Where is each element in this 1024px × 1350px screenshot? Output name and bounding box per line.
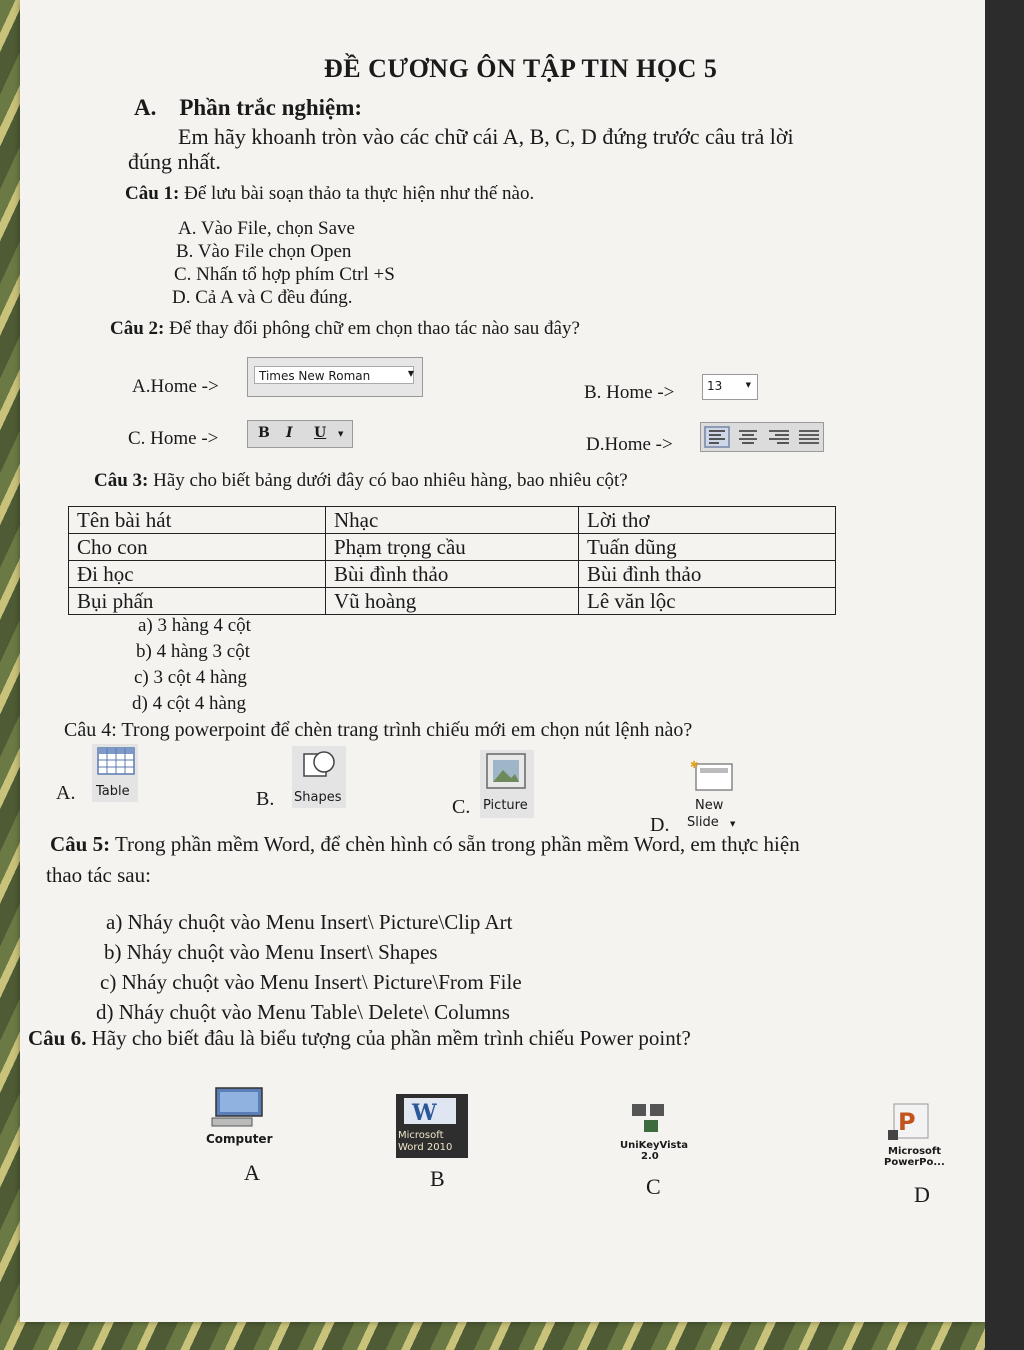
- computer-icon: [208, 1082, 272, 1130]
- table-label: Table: [96, 784, 130, 799]
- chevron-down-icon: ▼: [730, 820, 736, 828]
- powerpoint-app-icon[interactable]: [880, 1102, 950, 1172]
- chevron-down-icon: ▼: [407, 369, 414, 378]
- table-cell: Vũ hoàng: [326, 588, 579, 615]
- q4-option-d[interactable]: D.: [650, 814, 670, 836]
- powerpoint-caption-1: Microsoft: [888, 1146, 942, 1157]
- font-name-value: Times New Roman: [259, 369, 371, 383]
- underline-button[interactable]: U: [314, 425, 327, 441]
- table-row: [69, 534, 836, 561]
- svg-text:P: P: [898, 1108, 916, 1136]
- q6-option-d[interactable]: D: [914, 1182, 930, 1207]
- q2-option-b[interactable]: B. Home ->: [584, 382, 675, 403]
- word-caption-1: Microsoft: [398, 1130, 444, 1141]
- question-1: [125, 183, 534, 205]
- table-cell: Tên bài hát: [69, 507, 326, 534]
- word-icon: [404, 1096, 460, 1128]
- section-title: Phần trắc nghiệm:: [179, 95, 363, 120]
- page-title: ĐỀ CƯƠNG ÔN TẬP TIN HỌC 5: [324, 54, 718, 83]
- picture-button[interactable]: [480, 750, 534, 818]
- songs-table: [68, 506, 836, 615]
- table-button[interactable]: [92, 744, 138, 802]
- table-cell: Đi học: [69, 561, 326, 588]
- q1-option-b[interactable]: B. Vào File chọn Open: [176, 241, 352, 262]
- question-4: Câu 4: Trong powerpoint để chèn trang trình chiếu mới em chọn nút lệnh nào?: [64, 719, 693, 741]
- q5-option-c[interactable]: c) Nháy chuột vào Menu Insert\ Picture\From File: [100, 970, 522, 994]
- word-caption-2: Word 2010: [398, 1142, 453, 1153]
- q3-option-c[interactable]: c) 3 cột 4 hàng: [134, 667, 247, 688]
- question-6-label: Câu 6.: [28, 1026, 87, 1050]
- picture-icon: [485, 752, 529, 792]
- paragraph-align-group: [700, 422, 824, 452]
- unikey-caption-2: 2.0: [641, 1151, 659, 1162]
- q3-option-a[interactable]: a) 3 hàng 4 cột: [138, 615, 251, 636]
- q5-option-a[interactable]: a) Nháy chuột vào Menu Insert\ Picture\Clip Art: [106, 910, 513, 934]
- question-2: [110, 318, 580, 340]
- table-cell: Bụi phấn: [69, 588, 326, 615]
- bold-italic-underline-group: [247, 420, 353, 448]
- new-slide-label-1: New: [695, 798, 724, 813]
- table-row: [69, 561, 836, 588]
- font-name-dropdown[interactable]: [247, 357, 423, 397]
- powerpoint-icon: [888, 1102, 932, 1142]
- picture-label: Picture: [483, 798, 528, 813]
- q5-option-d[interactable]: d) Nháy chuột vào Menu Table\ Delete\ Columns: [96, 1000, 510, 1024]
- shapes-button[interactable]: [292, 746, 346, 808]
- q1-option-d[interactable]: D. Cả A và C đều đúng.: [172, 287, 353, 308]
- question-6: [28, 1026, 691, 1051]
- chevron-down-icon: ▼: [338, 429, 344, 438]
- unikey-caption-1: UniKeyVista: [620, 1140, 689, 1151]
- table-cell: Lê văn lộc: [579, 588, 836, 615]
- question-1-label: Câu 1:: [125, 183, 180, 204]
- q1-option-a[interactable]: A. Vào File, chọn Save: [178, 218, 355, 239]
- table-cell: Nhạc: [326, 507, 579, 534]
- q2-option-a[interactable]: A.Home ->: [132, 376, 219, 397]
- computer-caption: Computer: [206, 1132, 273, 1146]
- chevron-down-icon: ▼: [745, 381, 751, 389]
- shapes-label: Shapes: [294, 790, 342, 805]
- q3-option-d[interactable]: d) 4 cột 4 hàng: [132, 693, 246, 714]
- q4-option-b[interactable]: B.: [256, 788, 275, 810]
- q2-option-c[interactable]: C. Home ->: [128, 428, 219, 449]
- table-row: [69, 507, 836, 534]
- table-cell: Lời thơ: [579, 507, 836, 534]
- q6-option-a[interactable]: A: [244, 1160, 260, 1185]
- new-slide-label-2: Slide: [687, 815, 719, 830]
- table-icon: [96, 746, 142, 780]
- table-row: [69, 588, 836, 615]
- bold-button[interactable]: B: [258, 425, 270, 441]
- question-5-text-2: thao tác sau:: [46, 863, 151, 887]
- computer-app-icon[interactable]: [204, 1080, 274, 1160]
- question-5-label: Câu 5:: [50, 832, 111, 856]
- svg-text:✱: ✱: [690, 760, 699, 771]
- align-icons: [701, 423, 823, 451]
- q4-option-c[interactable]: C.: [452, 796, 471, 818]
- table-cell: Phạm trọng cầu: [326, 534, 579, 561]
- font-size-dropdown[interactable]: [702, 374, 758, 400]
- question-5: [50, 832, 800, 857]
- question-1-text: Để lưu bài soạn thảo ta thực hiện như thế nào.: [184, 183, 535, 204]
- question-2-text: Để thay đổi phông chữ em chọn thao tác nào sau đây?: [169, 318, 580, 339]
- unikey-app-icon[interactable]: [616, 1100, 692, 1166]
- instruction-line2: đúng nhất.: [128, 149, 221, 174]
- section-heading: [134, 95, 362, 121]
- table-cell: Bùi đình thảo: [326, 561, 579, 588]
- table-cell: Tuấn dũng: [579, 534, 836, 561]
- svg-text:W: W: [412, 1100, 437, 1126]
- q2-option-d[interactable]: D.Home ->: [586, 434, 673, 455]
- question-3: [94, 470, 628, 492]
- q5-option-b[interactable]: b) Nháy chuột vào Menu Insert\ Shapes: [104, 940, 438, 964]
- question-2-label: Câu 2:: [110, 318, 165, 339]
- question-6-text: Hãy cho biết đâu là biểu tượng của phần mềm trình chiếu Power point?: [91, 1026, 691, 1050]
- section-letter: A.: [134, 95, 157, 120]
- unikey-icon: [630, 1102, 670, 1136]
- shapes-icon: [300, 748, 340, 784]
- q3-option-b[interactable]: b) 4 hàng 3 cột: [136, 641, 250, 662]
- new-slide-button[interactable]: [684, 758, 742, 834]
- page-edge-shadow: [985, 0, 1024, 1350]
- question-3-label: Câu 3:: [94, 470, 149, 491]
- q6-option-b[interactable]: B: [430, 1166, 445, 1191]
- font-size-value: 13: [707, 379, 723, 393]
- table-cell: Cho con: [69, 534, 326, 561]
- q6-option-c[interactable]: C: [646, 1174, 661, 1199]
- q1-option-c[interactable]: C. Nhấn tổ hợp phím Ctrl +S: [174, 264, 395, 285]
- new-slide-icon: [688, 758, 738, 794]
- word-app-icon[interactable]: [396, 1094, 468, 1158]
- question-3-text: Hãy cho biết bảng dưới đây có bao nhiêu hàng, bao nhiêu cột?: [153, 470, 628, 491]
- question-5-text: Trong phần mềm Word, để chèn hình có sẵn trong phần mềm Word, em thực hiện: [114, 832, 800, 856]
- table-cell: Bùi đình thảo: [579, 561, 836, 588]
- instruction-line1: Em hãy khoanh tròn vào các chữ cái A, B, C, D đứng trước câu trả lời: [178, 124, 794, 149]
- italic-button[interactable]: I: [286, 425, 293, 441]
- q4-option-a[interactable]: A.: [56, 782, 76, 804]
- powerpoint-caption-2: PowerPo...: [884, 1157, 945, 1168]
